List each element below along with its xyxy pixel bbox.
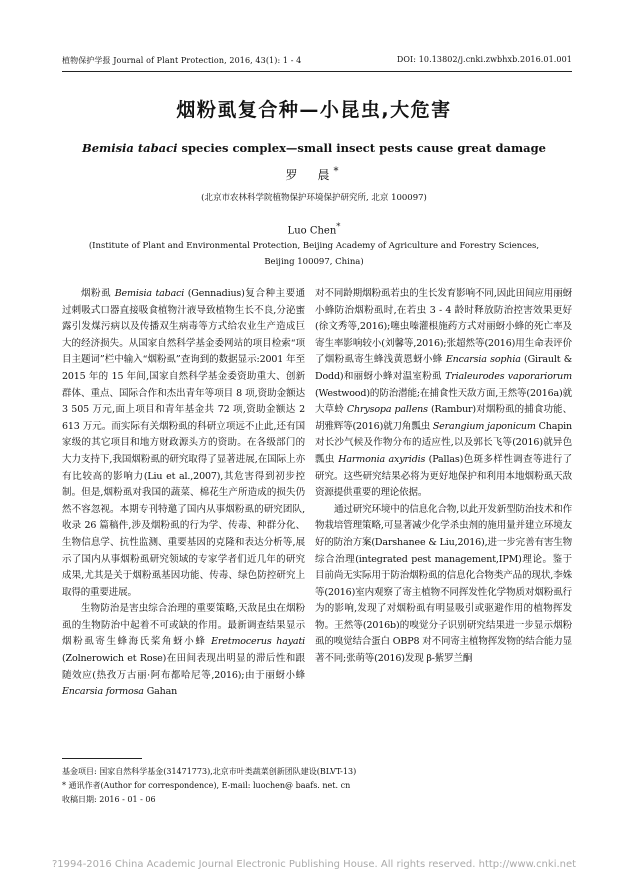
- affiliation-english: [0, 238, 628, 270]
- footnote-fund: 基金项目: 国家自然科学基金(31471773),北京市叶类蔬菜创新团队建设(BLVT-13): [62, 767, 357, 776]
- right-column: [315, 286, 572, 668]
- journal-citation: 植物保护学报 Journal of Plant Protection, 2016, 43(1): 1 - 4: [62, 56, 302, 65]
- author-chinese: [0, 166, 628, 183]
- paragraph-semiochemicals: 通过研究环境中的信息化合物,以此开发新型防治技术和作物栽培管理策略,可显著减少化学杀虫剂的施用量并建立环境友好的防治方案(Darshanee & Liu,2016),进一步完善有害生物综合治理(integrated pest management,IPM)理论。鉴于目前尚无实际用于防治烟粉虱的信息化合物类产品的现状,李姝等(2016)室内观察了寄主植物不同挥发性化学物质对烟粉虱行为的影响,发现了对烟粉虱有明显吸引或驱避作用的植物挥发物。王然等(2016b)的嗅觉分子识别研究结果进一步显示烟粉虱的嗅觉结合蛋白 OBP8 对不同寄主植物挥发物的结合能力显著不同;张萌等(2016)发现 β-紫罗兰酮: [315, 503, 572, 665]
- copyright-watermark: ?1994-2016 China Academic Journal Electronic Publishing House. All rights reserved. http://www.cnki.net: [51, 859, 577, 870]
- footnote-corresponding: * 通讯作者(Author for correspondence), E-mail: luochen@ baafs. net. cn: [62, 781, 351, 790]
- title-english-rest: species complex—small insect pests cause great damage: [177, 141, 546, 155]
- title-chinese: 烟粉虱复合种—小昆虫,大危害: [176, 99, 452, 121]
- paragraph-biocontrol-cont: 对不同龄期烟粉虱若虫的生长发育影响不同,因此田间应用丽蚜小蜂防治烟粉虱时,在若虫 3 - 4 龄时释放防治控害效果更好(徐文秀等,2016);噻虫嗪灌根施药方式对丽蚜小蜂的死亡率及寄生率影响较小(刘馨等,2016);张超然等(2016)用生命表评价了烟粉虱寄生蜂浅黄恩蚜小蜂 Encarsia sophia (Girault & Dodd)和丽蚜小蜂对温室粉虱 Trialeurodes vaporariorum (Westwood)的防治潜能;在捕食性天敌方面,王然等(2016a)就大草蛉 Chrysopa pallens (Rambur)对烟粉虱的捕食功能、胡雅辉等(2016)就刀角瓢虫 Serangium japonicum Chapin 对长沙气候及作物分布的适应性,以及郭长飞等(2016)就异色瓢虫 Harmonia axyridis (Pallas)色斑多样性调查等进行了研究。这些研究结果必将为更好地保护和利用本地烟粉虱天敌资源提供重要的理论依据。: [315, 288, 573, 499]
- affiliation-en-line1: (Institute of Plant and Environmental Protection, Beijing Academy of Agriculture and Forestry Sciences,: [88, 241, 540, 251]
- running-header: [62, 55, 572, 66]
- footnote-rule: [62, 758, 142, 759]
- footnote-received: 收稿日期: 2016 - 01 - 06: [62, 795, 156, 804]
- author-name-cn: 罗 晨: [285, 168, 334, 182]
- author-english: [0, 221, 628, 236]
- author-name-en: Luo Chen: [287, 225, 337, 237]
- paragraph-intro: 烟粉虱 Bemisia tabaci (Gennadius)复合种主要通过刺吸式口器直接吸食植物汁液导致植物生长不良,分泌蜜露引发煤污病以及传播双生病毒等方式给农业生产造成巨大的经济损失。从国家自然科学基金委网站的项目检索“项目主题词”栏中输入“烟粉虱”查询到的数据显示:2001 年至 2015 年的 15 年间,国家自然科学基金委资助重大、创新群体、重点、国际合作和杰出青年等项目 8 项,资助金额达 3 505 万元,面上项目和青年基金共 72 项,资助金额达 2 613 万元。而实际有关烟粉虱的科研立项远不止此,还有国家级的其它项目和地方财政源头方的资助。在各级部门的大力支持下,我国烟粉虱的研究取得了显著进展,在国际上亦有比较高的影响力(Liu et al.,2007),其危害得到初步控制。但是,烟粉虱对我国的蔬菜、棉花生产所造成的损失仍然不容忽视。本期专刊特邀了国内从事烟粉虱的研究团队,收录 26 篇稿件,涉及烟粉虱的行为学、传毒、种群分化、生物信息学、抗性监测、重要基因的克隆和表达分析等,展示了国内从事烟粉虱研究领域的专家学者们近几年的研究成果,尤其是关于烟粉虱基因功能、传毒、绿色防控研究上取得的重要进展。: [62, 288, 305, 598]
- left-column: [62, 286, 305, 701]
- author-mark-en: *: [336, 221, 341, 231]
- title-english: [0, 141, 628, 155]
- affiliation-en-line2: Beijing 100097, China): [264, 257, 364, 267]
- paragraph-biocontrol: 生物防治是害虫综合治理的重要策略,天敌昆虫在烟粉虱的生物防治中起着不可或缺的作用。最新调查结果显示烟粉虱寄生蜂海氏桨角蚜小蜂 Eretmocerus hayati (Zolnerowich et Rose)在田间表现出明显的滞后性和跟随效应(热孜万古丽·阿布都哈尼等,2016);由于丽蚜小蜂 Encarsia formosa Gahan: [62, 603, 305, 698]
- title-species-name: Bemisia tabaci: [82, 141, 178, 155]
- affiliation-chinese: (北京市农林科学院植物保护环境保护研究所, 北京 100097): [201, 193, 427, 203]
- doi: DOI: 10.13802/j.cnki.zwbhxb.2016.01.001: [396, 55, 572, 64]
- footnotes: [62, 765, 572, 807]
- header-rule: [62, 71, 572, 72]
- author-mark-cn: *: [333, 166, 343, 177]
